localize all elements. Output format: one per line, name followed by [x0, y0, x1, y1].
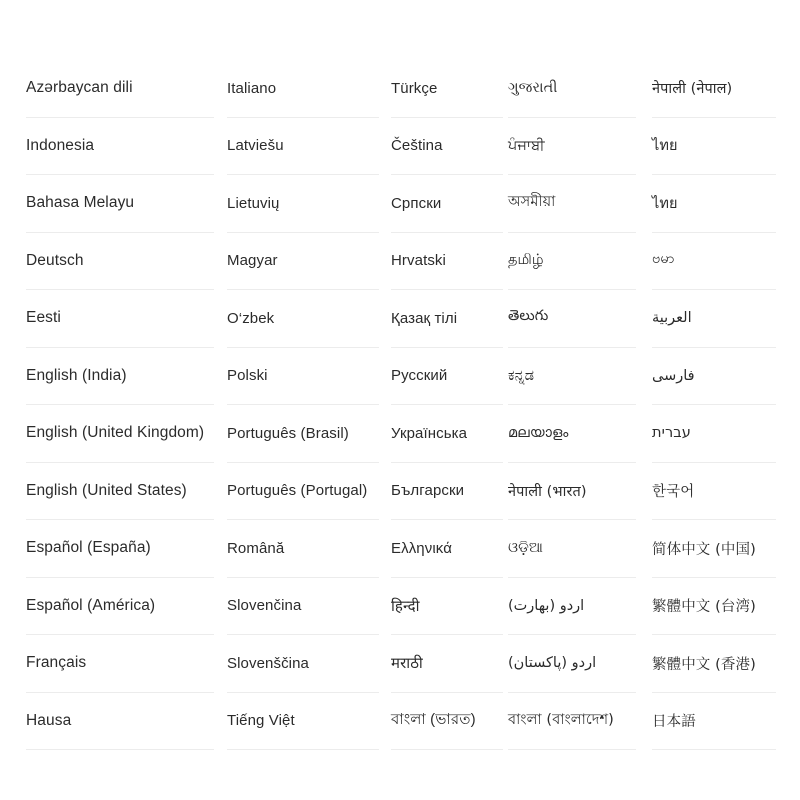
language-option[interactable]: [508, 693, 636, 751]
language-option[interactable]: [227, 578, 379, 636]
language-label: Tiếng Việt: [227, 712, 295, 730]
language-option[interactable]: [26, 290, 214, 348]
language-label: मराठी: [391, 655, 423, 673]
language-label: অসমীয়া: [508, 194, 556, 211]
language-option[interactable]: [26, 405, 214, 463]
language-option[interactable]: [652, 60, 776, 118]
language-option[interactable]: [26, 175, 214, 233]
language-label: Indonesia: [26, 136, 95, 154]
language-column-1: [26, 60, 214, 750]
language-option[interactable]: [227, 233, 379, 291]
language-label: ဗမာ: [652, 251, 675, 268]
language-label: 简体中文 (中国): [652, 541, 756, 558]
language-option[interactable]: [227, 635, 379, 693]
language-option[interactable]: [227, 405, 379, 463]
language-option[interactable]: [508, 233, 636, 291]
language-label: বাংলা (ভারত): [391, 711, 476, 729]
language-label: ไทย: [652, 195, 678, 212]
language-label: Slovenščina: [227, 654, 309, 672]
language-option[interactable]: [508, 175, 636, 233]
language-label: Italiano: [227, 79, 277, 97]
language-label: 繁體中文 (香港): [652, 656, 756, 673]
language-label: Русский: [391, 367, 448, 385]
language-option[interactable]: [391, 60, 503, 118]
language-column-4: [508, 60, 636, 750]
language-label: Português (Brasil): [227, 424, 349, 442]
language-option[interactable]: [652, 348, 776, 406]
language-option[interactable]: [227, 175, 379, 233]
language-label: 한국어: [652, 484, 695, 501]
language-label: Čeština: [391, 137, 443, 155]
language-option[interactable]: [26, 60, 214, 118]
language-column-3: [391, 60, 503, 750]
language-label: বাংলা (বাংলাদেশ): [508, 711, 614, 728]
language-label: தமிழ்: [508, 251, 544, 268]
language-option[interactable]: [508, 635, 636, 693]
language-label: ไทย: [652, 138, 678, 155]
language-option[interactable]: [26, 463, 214, 521]
language-label: Polski: [227, 367, 268, 385]
language-label: Bahasa Melayu: [26, 194, 135, 212]
language-option[interactable]: [391, 463, 503, 521]
language-label: Slovenčina: [227, 597, 302, 615]
language-label: ಕನ್ನಡ: [508, 367, 535, 384]
language-label: עברית: [652, 425, 691, 442]
language-option[interactable]: [227, 348, 379, 406]
language-label: Српски: [391, 194, 442, 212]
language-label: English (India): [26, 366, 127, 384]
language-option[interactable]: [508, 578, 636, 636]
language-label: ଓଡ଼ିଆ: [508, 540, 544, 557]
language-label: Hrvatski: [391, 252, 446, 270]
language-option[interactable]: [391, 348, 503, 406]
language-label: ਪੰਜਾਬੀ: [508, 137, 545, 154]
language-option[interactable]: [391, 290, 503, 348]
language-label: नेपाली (नेपाल): [652, 81, 733, 98]
language-label: ગુજરાતી: [508, 80, 558, 97]
language-option[interactable]: [227, 520, 379, 578]
language-label: اردو (بھارت): [508, 597, 585, 614]
language-label: Português (Portugal): [227, 482, 368, 500]
language-option[interactable]: [652, 520, 776, 578]
language-label: Eesti: [26, 309, 61, 327]
language-label: Español (España): [26, 539, 151, 557]
language-option[interactable]: [508, 290, 636, 348]
language-option[interactable]: [26, 693, 214, 751]
language-option[interactable]: [652, 233, 776, 291]
language-label: O‘zbek: [227, 309, 275, 327]
language-option[interactable]: [652, 118, 776, 176]
language-option[interactable]: [652, 175, 776, 233]
language-label: اردو (پاکستان): [508, 655, 597, 672]
language-option[interactable]: [391, 578, 503, 636]
language-label: Azərbaycan dili: [26, 79, 133, 97]
language-option[interactable]: [391, 175, 503, 233]
language-option[interactable]: [26, 348, 214, 406]
language-option[interactable]: [652, 290, 776, 348]
language-option[interactable]: [508, 405, 636, 463]
language-label: नेपाली (भारत): [508, 483, 587, 500]
language-option[interactable]: [391, 233, 503, 291]
language-option[interactable]: [508, 348, 636, 406]
language-option[interactable]: [508, 520, 636, 578]
language-label: Български: [391, 482, 465, 500]
language-label: Latviešu: [227, 137, 284, 155]
language-option[interactable]: [26, 578, 214, 636]
language-option[interactable]: [508, 463, 636, 521]
language-label: മലയാളം: [508, 425, 569, 442]
language-label: 繁體中文 (台湾): [652, 599, 756, 616]
language-label: Қазақ тілі: [391, 309, 458, 327]
language-option[interactable]: [652, 578, 776, 636]
language-column-2: [227, 60, 379, 750]
language-option[interactable]: [26, 118, 214, 176]
language-label: Français: [26, 654, 87, 672]
language-option[interactable]: [391, 520, 503, 578]
language-label: Română: [227, 539, 285, 557]
language-label: Hausa: [26, 711, 72, 729]
language-label: Lietuvių: [227, 194, 280, 212]
language-option[interactable]: [391, 405, 503, 463]
language-option[interactable]: [652, 463, 776, 521]
language-option[interactable]: [227, 118, 379, 176]
language-label: Українська: [391, 424, 468, 442]
language-option[interactable]: [26, 233, 214, 291]
language-label: فارسی: [652, 367, 695, 384]
language-label: 日本語: [652, 714, 696, 731]
language-option[interactable]: [391, 118, 503, 176]
language-label: हिन्दी: [391, 597, 420, 615]
language-option[interactable]: [508, 118, 636, 176]
language-label: Español (América): [26, 596, 156, 614]
language-option[interactable]: [508, 60, 636, 118]
language-option[interactable]: [652, 635, 776, 693]
language-option[interactable]: [26, 520, 214, 578]
language-option[interactable]: [391, 693, 503, 751]
language-option[interactable]: [652, 693, 776, 751]
language-option[interactable]: [227, 693, 379, 751]
language-option[interactable]: [227, 60, 379, 118]
language-option[interactable]: [652, 405, 776, 463]
language-column-5: [652, 60, 776, 750]
language-label: Deutsch: [26, 251, 84, 269]
language-label: العربية: [652, 310, 692, 327]
language-option[interactable]: [227, 463, 379, 521]
language-option[interactable]: [391, 635, 503, 693]
language-label: Magyar: [227, 252, 278, 270]
language-option[interactable]: [26, 635, 214, 693]
language-label: Ελληνικά: [391, 539, 452, 557]
language-label: Türkçe: [391, 79, 438, 97]
language-option[interactable]: [227, 290, 379, 348]
language-label: తెలుగు: [508, 308, 549, 325]
language-label: English (United States): [26, 481, 187, 499]
language-label: English (United Kingdom): [26, 424, 205, 442]
